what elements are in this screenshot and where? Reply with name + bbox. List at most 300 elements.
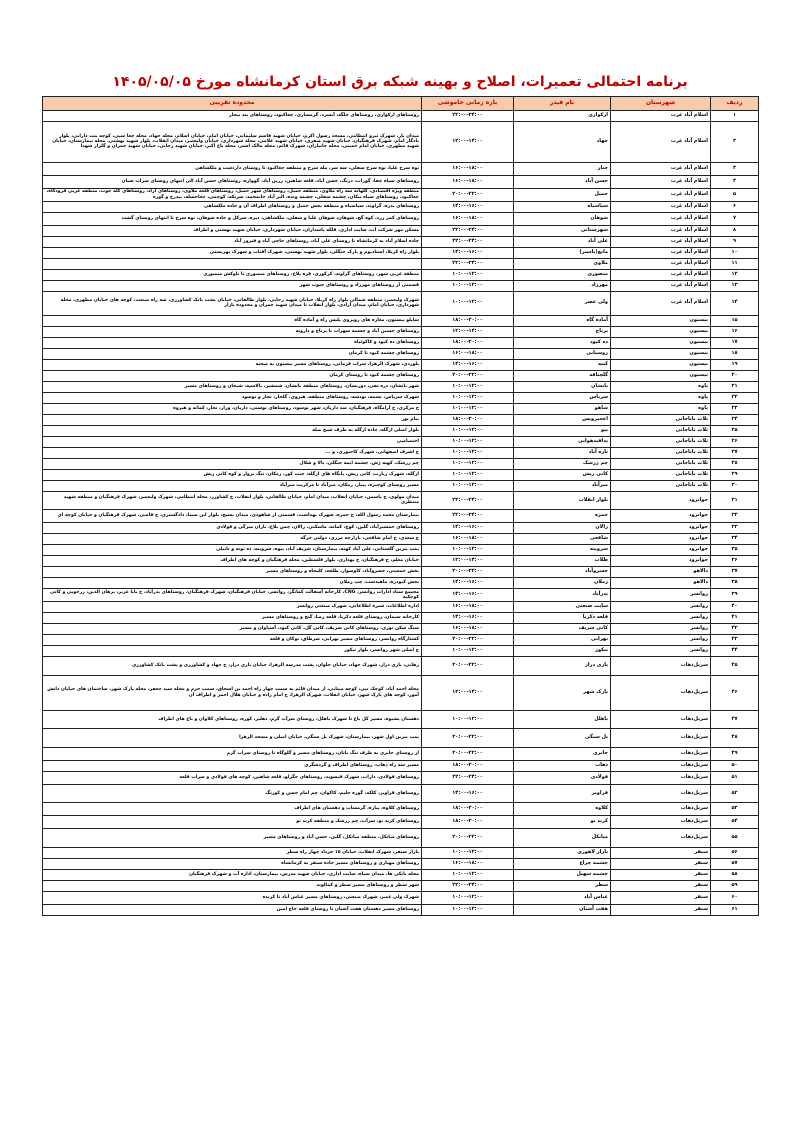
row-city: ثلاث باباجانی [611,447,711,458]
row-outage-time: ۲۰:۰۰-۲۲:۰۰ [422,657,514,676]
row-area: ح اصلی شهر روانسر، بلوار نیکوز [43,646,422,657]
row-outage-time: ۱۸:۰۰-۲۰:۰۰ [422,803,514,816]
table-row [43,545,759,556]
row-outage-time: ۱۲:۰۰-۱۴:۰۰ [422,326,514,337]
row-index: ۳۵ [711,545,759,556]
row-feeder: چنار [514,162,611,175]
row-feeder: پیو [514,425,611,436]
row-city: اسلام آباد غرب [611,236,711,247]
row-index: ۴۷ [711,710,759,729]
row-index: ۱۳ [711,280,759,291]
table-row [43,578,759,589]
row-city: اسلام آباد غرب [611,225,711,236]
row-index: ۱۷ [711,337,759,348]
row-outage-time: ۱۶:۰۰-۱۸:۰۰ [422,534,514,545]
row-index: ۴۹ [711,747,759,760]
table-row [43,510,759,523]
row-outage-time: ۲۲:۰۰-۲۴:۰۰ [422,510,514,523]
row-city: اسلام آباد غرب [611,201,711,212]
row-index: ۱۸ [711,348,759,359]
table-row [43,392,759,403]
row-index: ۲۲ [711,392,759,403]
row-outage-time: ۱۸:۰۰-۲۰:۰۰ [422,337,514,348]
row-index: ۵۸ [711,869,759,880]
table-row [43,337,759,348]
row-area: کارخانه سیمان، روستای قلعه دکریا، قلعه رضا، گنج و روستاهای مسیر [43,613,422,624]
row-area: بازار سنقر، شهرک انقلاب، خیابان ۱۵ خرداد چهار راه سطر [43,847,422,858]
row-area: ح سعدی، ح امام شافعی، بازارچه مرزی، دولتی خرگه [43,534,422,545]
row-area: منطقه ویژه اقتصادی، کلهانه سه راه ملاوی، منطقه حمیل، روستاهای شهر حمیل، روستاهای قلعه ملاوی، روستاهای آزاد، روستاهای کله جوب، منطقه غربی فرودگاه، چغاکبود، روستاهای سیاه بیکان، چشمه سفلی، چشمه ونده، الیر آباد خانمحمد، سرتکه، کوچمی، چغاحسله، بیدرخ و گوره [43,188,422,201]
table-row [43,624,759,635]
row-city: روانسر [611,624,711,635]
row-feeder: جهاد [514,122,611,163]
row-feeder: اعجیرویس [514,414,611,425]
row-outage-time: ۱۰:۰۰-۱۲:۰۰ [422,436,514,447]
row-index: ۴۸ [711,729,759,748]
row-area: روستاهای چشمه کبود تا کرمان [43,348,422,359]
row-feeder: میرآباد [514,480,611,491]
row-feeder: میانکل [514,829,611,848]
row-feeder: جابری [514,747,611,760]
table-row [43,869,759,880]
row-area: بیام نور [43,414,422,425]
row-outage-time: ۱۸:۰۰-۲۰:۰۰ [422,315,514,326]
row-outage-time: ۱۰:۰۰-۱۲:۰۰ [422,545,514,556]
row-area: روستاهای جمشیرآباد، گلین، کوچ، کمانه، ماسکنی، زالان، چمن بلاغ، بازان میرگی و فولادی [43,523,422,534]
row-outage-time: ۱۰:۰۰-۱۲:۰۰ [422,425,514,436]
row-city: روانسر [611,613,711,624]
row-index: ۵ [711,188,759,201]
row-area: روستاهای فولادی، داراب، شهرک قیسوند، روستاهای جگرلو، قلعه شاهین، کوچه های فولادی و سراب قلعه [43,771,422,784]
row-index: ۳۱ [711,491,759,510]
row-city: جوانرود [611,491,711,510]
row-city: سرپل‌ذهاب [611,710,711,729]
row-outage-time: ۲۲:۰۰-۲۴:۰۰ [422,258,514,269]
row-outage-time: ۱۶:۰۰-۱۸:۰۰ [422,175,514,188]
row-feeder: بلوار انقلاب [514,491,611,510]
row-city: سرپل‌ذهاب [611,760,711,771]
row-outage-time: ۲۲:۰۰-۲۴:۰۰ [422,225,514,236]
row-area: نوه سرخ علیا، نوه سرخ سفلی، سه سر، مله سرخ و منطقه چغاکبود تا روستای داردشت و ملکشاهی [43,162,422,175]
row-outage-time: ۲۰:۰۰-۲۲:۰۰ [422,567,514,578]
row-feeder: بانشان [514,381,611,392]
row-feeder: زملان [514,578,611,589]
row-feeder: سیاسیاه [514,201,611,212]
table-row [43,236,759,247]
row-city: روانسر [611,646,711,657]
table-header-row [43,97,759,111]
table-row [43,201,759,212]
row-index: ۱ [711,111,759,122]
row-outage-time: ۱۰:۰۰-۱۲:۰۰ [422,291,514,315]
row-city: اسلام آباد غرب [611,162,711,175]
table-row [43,880,759,891]
row-index: ۴۶ [711,675,759,710]
row-area: منطقه غربی شهر، روستاهای گراوند، کرکوزی، قره بلاغ، روستاهای منصوری تا ناوکش منصوری [43,269,422,280]
row-outage-time: ۱۶:۰۰-۱۸:۰۰ [422,212,514,225]
row-area: محله احمد آباد، کوچک نبی، کوچه مینایی، از میدان قائم به سمت چهار راه احمد بن اسحاق، سمت حرم و محله سید جعفر، محله پارک شهر، ساختمان های خیابان دانش آموز، کوچه های پارک شهر، خیابان انقلاب، شهرک الزهرا، ح امام زاده و خیابان هلال احمر و اطراف آن [43,675,422,710]
row-feeder: پدافندهوایی [514,436,611,447]
row-area: شهر بانشان، دره تفی، دوریسان، روستاهای منطقه بانشان، شمشیر، بالاسپه، شیخان و روستاهای مسیر [43,381,422,392]
row-city: جوانرود [611,556,711,567]
row-city: پاوه [611,381,711,392]
row-index: ۵۲ [711,784,759,803]
row-feeder: آماده گاه [514,315,611,326]
row-outage-time: ۱۲:۰۰-۱۴:۰۰ [422,556,514,567]
table-row [43,816,759,829]
row-index: ۱۴ [711,291,759,315]
row-area: مجتمع ستاد ادارات روانسر، CNG، کارخانه آسفالت کمانگر، روانسر، خیابان فرهنگیان، شهرک فرهنگیان، روستاهای بدرآباد، ح بابا عزیز، برهان الدین، زرجوبی و کانی کوچکیه [43,589,422,602]
row-outage-time: ۲۲:۰۰-۲۴:۰۰ [422,111,514,122]
row-area: میدان بار، شهرک نیرو انتظامی، مسجد رسول اکرم، خیابان شهید قاسم سلیمانی، خیابان امام، خیابان اسلام، محله جهاد، محله چغا سپی، کوچه بنت دارایی، بلوار یادگار امام، شهرک فرهنگیان، خیابان شهید صفری، خیابان شهید غلامی، محله شهرداری، خیابان ولیعصر، میدان انقلاب، بلوار شهید بهشتی، محله بیمارستان، خیابان شهید مطهری، خیابان امام خمینی، محله جانبازان، شهرک قائم، محله مالک اشتر، محله باغ اکبر، خیابان شهید رجایی، خیابان شهید چمران و گلزار شهدا [43,122,422,163]
row-area: سایلو بیستون، مغازه های روبروی پلیس راه و آماده گاه [43,315,422,326]
row-area: بخش کبودره، ماهیدشت، چپ زملان [43,578,422,589]
table-row [43,847,759,858]
table-row [43,589,759,602]
row-outage-time: ۱۴:۰۰-۱۶:۰۰ [422,247,514,258]
row-outage-time: ۲۰:۰۰-۲۲:۰۰ [422,829,514,848]
row-index: ۴۵ [711,657,759,676]
row-area: محله بانکی ها، میدان سپاه، سایت اداری، خیابان شهید مدرس، بیمارستان، اداره آب و شهرک فرهنگیان [43,869,422,880]
row-feeder: بازار لاهوری [514,847,611,858]
row-area: روستاهای کلاوه، بیاره، گرمساب و دهستان های اطراف [43,803,422,816]
row-feeder: کنیه [514,359,611,370]
row-city: سرپل‌ذهاب [611,803,711,816]
row-city: روانسر [611,589,711,602]
row-city: سنقر [611,891,711,904]
row-feeder: ولی عصر [514,291,611,315]
table-row [43,175,759,188]
row-outage-time: ۲۲:۰۰-۲۴:۰۰ [422,491,514,510]
row-city: بیستون [611,315,711,326]
row-feeder: منصوری [514,269,611,280]
row-city: روانسر [611,635,711,646]
table-row [43,729,759,748]
table-row [43,710,759,729]
row-index: ۲۹ [711,469,759,480]
row-feeder: ده کبود [514,337,611,348]
row-outage-time: ۱۰:۰۰-۱۲:۰۰ [422,269,514,280]
row-feeder: چشمه سهیل [514,869,611,880]
row-feeder: مهرزاد [514,280,611,291]
table-row [43,247,759,258]
row-area: زهابی، بازی دراز، شهرک جهاد، خیابان حلوان، پشت مدرسه الزهرا، خیابان بازی دراز، ح جهاد و کشاورزی و پشت بانک کشاورزی [43,657,422,676]
row-feeder: شروینه [514,545,611,556]
row-feeder: خسروآباد [514,567,611,578]
table-row [43,326,759,337]
row-city: بیستون [611,326,711,337]
table-row [43,269,759,280]
row-outage-time: ۱۰:۰۰-۱۲:۰۰ [422,447,514,458]
row-index: ۲۱ [711,381,759,392]
row-feeder: برناج [514,326,611,337]
row-city: اسلام آباد غرب [611,188,711,201]
table-row [43,122,759,163]
row-city: بیستون [611,370,711,381]
table-row [43,523,759,534]
row-feeder: مایع(پاسیر) [514,247,611,258]
row-feeder: چشمه چراغ [514,858,611,869]
row-outage-time: ۲۲:۰۰-۲۴:۰۰ [422,771,514,784]
table-row [43,280,759,291]
row-city: سرپل‌ذهاب [611,784,711,803]
row-feeder: پارک شهر [514,675,611,710]
row-index: ۳۹ [711,589,759,602]
table-row [43,891,759,904]
header-time: بازه زمانی خاموشی [422,97,514,111]
row-index: ۳۴ [711,534,759,545]
row-index: ۵۵ [711,829,759,848]
table-row [43,567,759,578]
table-row [43,534,759,545]
row-feeder: بازی دراز [514,657,611,676]
row-area: بلوار راه کربلا، استادیوم و پارک جنگلی، بلوار شهید بهشتی، شهرک آفتاب و شهرک بهزیستی [43,247,422,258]
row-area: بخش جمعیتی، خسروآباد، کاوسوار، طلحه، کلیجاه و روستاهای مسیر [43,567,422,578]
table-row [43,403,759,414]
row-area: روستاهای سیاه چقا، گوراب، درنگ، حسن آباد، قلعه شاهین، زرین آباد، گهواره، روستاهای حسن آباد الی انتهای روستای سراب شیان [43,175,422,188]
row-city: ثلاث باباجانی [611,458,711,469]
row-index: ۵۱ [711,771,759,784]
row-city: روانسر [611,602,711,613]
row-area: روستاهای مسیر دهستان هفت آشیان تا روستای قلعه حاج امین [43,904,422,915]
row-index: ۳۸ [711,578,759,589]
row-area: روستاهای چشمه کبود تا روستای کرمان [43,370,422,381]
row-city: پاوه [611,392,711,403]
row-city: سرپل‌ذهاب [611,729,711,748]
row-outage-time: ۱۰:۰۰-۱۲:۰۰ [422,403,514,414]
row-area: خیابان معلم، ح فرهنگیان، ح بهداری، بلوار فلسطین، محله فرهنگیان و کوچه های اطراف [43,556,422,567]
row-area: شهرک ولی عصر، شهرک صنعتی، روستاهای مسیر عباس آباد تا کرنده [43,891,422,904]
row-feeder: سایت صنعتی [514,602,611,613]
table-row [43,803,759,816]
row-index: ۴ [711,175,759,188]
table-row [43,784,759,803]
row-index: ۱۵ [711,315,759,326]
table-row [43,348,759,359]
row-city: سرپل‌ذهاب [611,675,711,710]
row-city: اسلام آباد غرب [611,291,711,315]
row-index: ۴۲ [711,624,759,635]
table-row [43,291,759,315]
row-area: روستاهای کمر زرد، کوه گچ، شوهان، شوهان علیا و سفلی، ملکشاهی، دیره، سرکل و جاده شوهان، نوه سرخ تا انتهای روستای گشت [43,212,422,225]
header-idx: ردیف [711,97,759,111]
table-row [43,747,759,760]
row-area: سنگ شکن نوری، روستاهای کانی شریف، کانی گل، کانی کبود، آسیاوان و مسیر [43,624,422,635]
row-feeder: نهرابی [514,635,611,646]
row-index: ۵۴ [711,816,759,829]
row-outage-time: ۱۰:۰۰-۱۲:۰۰ [422,469,514,480]
row-feeder: زالان [514,523,611,534]
row-area: مسیر روستای کوچیره، پیباز، زمکان، میرآباد تا مرکزیت میرآباد [43,480,422,491]
table-row [43,370,759,381]
row-area: شهرک سریاس، نسمه، نودشه، روستاهای منطقه، هیروی، گلجار، نجار و نوسود [43,392,422,403]
row-area: ح مرکزی، ح آرامگاه، فرهنگیان، سد داریان، شهر نوسود، روستاهای نوشنی، داریان، وزار، نجار، کمانه و هیروه [43,403,422,414]
row-area: روستاهای میانکل، منطقه میانکل، گلین، حسن آباد و روستاهای مسیر [43,829,422,848]
table-row [43,858,759,869]
table-row [43,162,759,175]
row-feeder: کانی شریف [514,624,611,635]
table-row [43,646,759,657]
row-outage-time: ۲۰:۰۰-۲۲:۰۰ [422,747,514,760]
row-index: ۷ [711,212,759,225]
row-feeder: ملاوی [514,258,611,269]
row-city: سنقر [611,904,711,915]
row-outage-time: ۲۲:۰۰-۲۴:۰۰ [422,236,514,247]
row-area: پمپ بنزین اول شهر، بیمارستان، شهرک پل سنگی، خیابان اصلی و مسجد الزهرا [43,729,422,748]
row-index: ۵۹ [711,880,759,891]
row-index: ۳۰ [711,480,759,491]
row-index: ۲۷ [711,447,759,458]
row-feeder: ارکوازی [514,111,611,122]
row-outage-time: ۱۲:۰۰-۱۴:۰۰ [422,122,514,163]
row-feeder: تازه آباد [514,447,611,458]
row-area: بیمارستان محمد رسول الله، ح حمزه، شهرک بهداشت، قسمتی از شاهودی، میدان بسیج، بلوار ابن سینا، دادگستری، ح قاضی، شهرک فرهنگیان و خیابان کوچه ای [43,510,422,523]
table-row [43,315,759,326]
row-index: ۸ [711,225,759,236]
row-outage-time: ۱۰:۰۰-۱۲:۰۰ [422,646,514,657]
table-body [43,111,759,916]
row-city: اسلام آباد غرب [611,122,711,163]
row-index: ۲۳ [711,403,759,414]
row-index: ۵۷ [711,858,759,869]
table-row [43,613,759,624]
row-city: سنقر [611,858,711,869]
row-feeder: چم زرشک [514,458,611,469]
row-area: روستاهای مهیاری و روستاهای مسیر جاده سنقر به کرمانشاه [43,858,422,869]
row-area: پمپ بنزین گلستانی، علی آباد کهنه، بیمارستان، شریف آباد، پیوه، شروینه، ده تونه و تاتیلی [43,545,422,556]
row-outage-time: ۱۰:۰۰-۱۲:۰۰ [422,869,514,880]
table-row [43,657,759,676]
row-area: مسکن مهر شرکت آب، سایت اداری، فلکه پاسداران، خیابان شهرداری، خیابان شهید بهشتی و اطراف [43,225,422,236]
row-index: ۲۶ [711,436,759,447]
row-feeder: کانی ریش [514,469,611,480]
row-feeder: قلعه دکریا [514,613,611,624]
row-outage-time: ۱۴:۰۰-۱۶:۰۰ [422,523,514,534]
row-index: ۶ [711,201,759,212]
row-index: ۲۸ [711,458,759,469]
row-outage-time: ۲۰:۰۰-۲۲:۰۰ [422,729,514,748]
row-feeder: حمیل [514,188,611,201]
row-city: جوانرود [611,534,711,545]
row-index: ۱۹ [711,359,759,370]
row-area: روستاهای کرند نو، سرآب، چم زرشک و منطقه کرند نو [43,816,422,829]
row-index: ۲۴ [711,414,759,425]
row-area: روستاهای قراویز، کلکه، گوره حلیم، کاکوان، چم امام حسن و کورنگ [43,784,422,803]
table-row [43,381,759,392]
table-row [43,635,759,646]
row-feeder: شهرستانی [514,225,611,236]
row-outage-time: ۱۰:۰۰-۱۲:۰۰ [422,904,514,915]
row-outage-time: ۱۰:۰۰-۱۲:۰۰ [422,381,514,392]
row-area: ازگله، شهرک زیارت، کانی ریش، پایگاه های ازگله، چیت کور، زمکان، تنگ بروار و کوه کانی ریش [43,469,422,480]
row-outage-time: ۱۸:۰۰-۲۰:۰۰ [422,760,514,771]
row-index: ۱۱ [711,258,759,269]
page-title: برنامه احتمالی تعمیرات، اصلاح و بهینه شبکه برق استان کرمانشاه مورخ ۱۴۰۵/۰۵/۰۵ [112,74,688,90]
row-outage-time: ۲۰:۰۰-۲۲:۰۰ [422,370,514,381]
row-outage-time: ۱۰:۰۰-۱۲:۰۰ [422,710,514,729]
row-area: شهر سطر و روستاهای مسیر سطر و کمالوند [43,880,422,891]
row-feeder: شوهان [514,212,611,225]
row-feeder: کلاوه [514,803,611,816]
row-index: ۲۰ [711,370,759,381]
row-outage-time: ۲۰:۰۰-۲۲:۰۰ [422,188,514,201]
row-feeder: حسن آباد [514,175,611,188]
row-area: کشتارگاه روانسر، روستاهای مسیر نهرابی، سرطاق، نوکان و قلعه [43,635,422,646]
row-outage-time: ۱۰:۰۰-۱۲:۰۰ [422,280,514,291]
row-index: ۶۱ [711,904,759,915]
row-city: سرپل‌ذهاب [611,657,711,676]
table-row [43,359,759,370]
row-city: سرپل‌ذهاب [611,771,711,784]
row-area: روستاهای ده کبود و کاکوئیاه [43,337,422,348]
row-outage-time: ۱۶:۰۰-۱۸:۰۰ [422,624,514,635]
row-outage-time: ۱۰:۰۰-۱۲:۰۰ [422,458,514,469]
row-feeder: هفت آشیان [514,904,611,915]
row-city: سرپل‌ذهاب [611,816,711,829]
row-index: ۱۶ [711,326,759,337]
row-area: بلوار اصلی ازگله، جاده ازگله به طرف شیخ صله [43,425,422,436]
row-city: اسلام آباد غرب [611,258,711,269]
row-feeder: شافعی [514,534,611,545]
row-outage-time: ۱۸:۰۰-۲۰:۰۰ [422,816,514,829]
row-city: اسلام آباد غرب [611,111,711,122]
row-area: از روستای جابری به طرف تنگ بانان، روستاهای مسیر و گلوگاه تا روستای سراب گرم [43,747,422,760]
row-index: ۳۲ [711,510,759,523]
table-row [43,425,759,436]
row-city: جوانرود [611,523,711,534]
row-area: اداره اطلاعات، شیره اطلاعاتی، شهرک صنعتی روانسر [43,602,422,613]
row-area: دهستان بشیوه، مسیر کل باغ تا شهرک باهلل، روستای سرآب گرم، دهلیز، کوره، روستاهای کلاوان و باغ های اطراف [43,710,422,729]
row-outage-time: ۱۰:۰۰-۱۲:۰۰ [422,847,514,858]
row-area: ح اشرف اصفهانی، شهرک کاجیوری، و ... [43,447,422,458]
row-outage-time: ۱۶:۰۰-۱۸:۰۰ [422,162,514,175]
table-row [43,414,759,425]
row-index: ۹ [711,236,759,247]
table-row [43,458,759,469]
row-feeder: کرند نو [514,816,611,829]
row-area: اختصاصی [43,436,422,447]
row-feeder: قراویز [514,784,611,803]
row-city: دالاهو [611,567,711,578]
row-feeder: ذهاب [514,760,611,771]
row-index: ۴۳ [711,635,759,646]
row-index: ۱۲ [711,269,759,280]
row-city: سرپل‌ذهاب [611,747,711,760]
row-city: اسلام آباد غرب [611,269,711,280]
row-feeder: طلاب [514,556,611,567]
row-city: سنقر [611,847,711,858]
table-row [43,447,759,458]
table-row [43,258,759,269]
row-area: قسمتی از روستاهای مهرزاد و روستاهای جنوب شهر [43,280,422,291]
row-city: ثلاث باباجانی [611,480,711,491]
row-outage-time: ۱۰:۰۰-۱۲:۰۰ [422,480,514,491]
row-area [43,258,422,269]
row-feeder: سطر [514,880,611,891]
row-outage-time: ۱۰:۰۰-۱۲:۰۰ [422,891,514,904]
row-city: بیستون [611,337,711,348]
table-row [43,188,759,201]
row-feeder: علی آباد [514,236,611,247]
row-area: مسیر سه راه ذهاب، روستاهای اطراف و گردشگری [43,760,422,771]
table-row [43,225,759,236]
row-city: اسلام آباد غرب [611,247,711,258]
row-outage-time: ۱۲:۰۰-۱۴:۰۰ [422,675,514,710]
row-outage-time: ۱۶:۰۰-۱۸:۰۰ [422,348,514,359]
header-feeder: نام فیدر [514,97,611,111]
row-city: بیستون [611,359,711,370]
table-row [43,212,759,225]
